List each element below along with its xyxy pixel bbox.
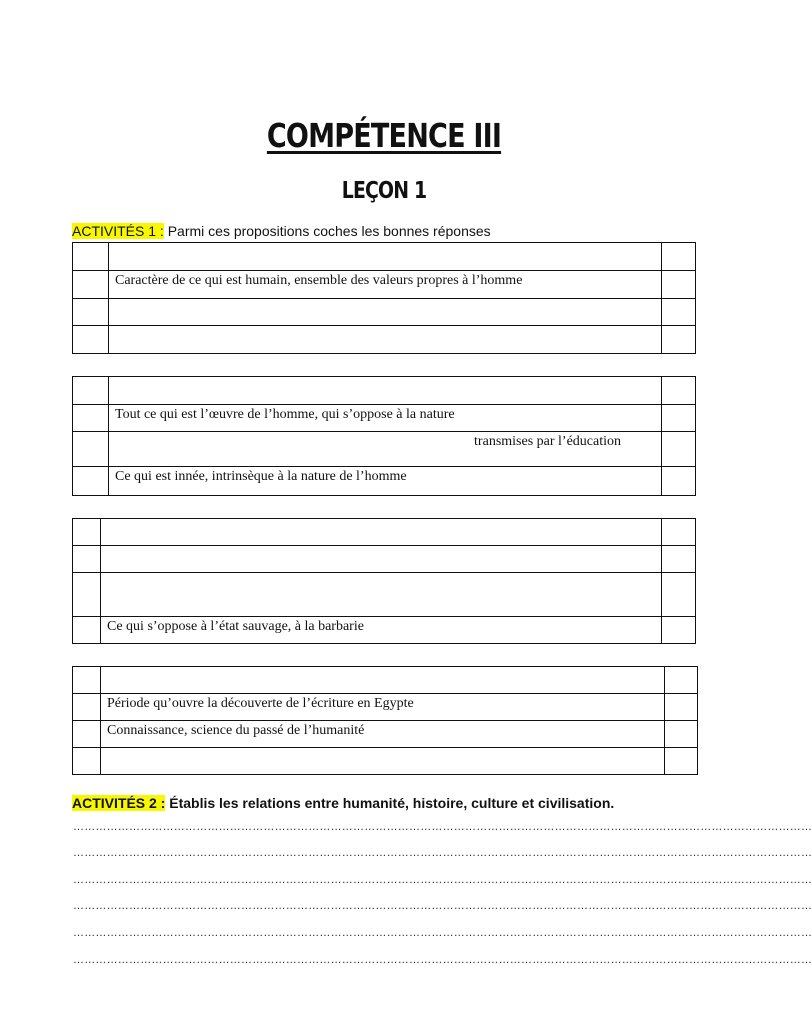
option-box[interactable] — [73, 377, 109, 405]
option-text: Ce qui est innée, intrinsèque à la nature de l’homme — [109, 467, 662, 496]
question-table-4 — [72, 666, 698, 775]
answer-checkbox[interactable] — [662, 271, 696, 299]
question-table-3 — [72, 518, 696, 644]
option-box[interactable] — [73, 271, 109, 299]
option-box[interactable] — [73, 721, 101, 748]
option-text: transmises par l’éducation — [109, 432, 662, 467]
answer-checkbox[interactable] — [662, 546, 696, 573]
option-box[interactable] — [73, 326, 109, 354]
activity-2-heading — [72, 794, 614, 812]
question-table-1 — [72, 242, 696, 354]
option-text — [109, 243, 662, 271]
answer-checkbox[interactable] — [662, 405, 696, 432]
option-text — [101, 519, 662, 546]
answer-checkbox[interactable] — [665, 721, 698, 748]
activity-2-label: ACTIVITÉS 2 : — [72, 795, 166, 811]
answer-checkbox[interactable] — [665, 667, 698, 694]
option-text — [101, 748, 665, 775]
option-box[interactable] — [73, 617, 101, 644]
option-text: Connaissance, science du passé de l’humanité — [101, 721, 665, 748]
option-text — [101, 546, 662, 573]
option-box[interactable] — [73, 748, 101, 775]
question-table-2 — [72, 376, 696, 496]
option-text: Tout ce qui est l’œuvre de l’homme, qui s’oppose à la nature — [109, 405, 662, 432]
answer-checkbox[interactable] — [662, 519, 696, 546]
option-text: Caractère de ce qui est humain, ensemble des valeurs propres à l’homme — [109, 271, 662, 299]
answer-line[interactable]: ……………………………………………………………………………………………………………………………………………………………………………… — [73, 847, 812, 859]
option-text — [101, 573, 662, 617]
option-box[interactable] — [73, 467, 109, 496]
answer-line[interactable]: ……………………………………………………………………………………………………………………………………………………………………………… — [73, 954, 812, 966]
answer-checkbox[interactable] — [662, 467, 696, 496]
answer-line[interactable]: ……………………………………………………………………………………………………………………………………………………………………………… — [73, 927, 812, 939]
answer-checkbox[interactable] — [662, 432, 696, 467]
option-box[interactable] — [73, 243, 109, 271]
answer-line[interactable]: ……………………………………………………………………………………………………………………………………………………………………………… — [73, 821, 812, 833]
option-box[interactable] — [73, 667, 101, 694]
answer-line[interactable]: ……………………………………………………………………………………………………………………………………………………………………………… — [73, 874, 812, 886]
option-box[interactable] — [73, 519, 101, 546]
lesson-title: LEÇON 1 — [341, 178, 427, 204]
option-box[interactable] — [73, 573, 101, 617]
option-box[interactable] — [73, 432, 109, 467]
answer-line[interactable]: ……………………………………………………………………………………………………………………………………………………………………………… — [73, 900, 812, 912]
option-text: Période qu’ouvre la découverte de l’écriture en Egypte — [101, 694, 665, 721]
option-text — [101, 667, 665, 694]
page-title: COMPÉTENCE III — [266, 116, 502, 155]
option-box[interactable] — [73, 546, 101, 573]
answer-checkbox[interactable] — [662, 617, 696, 644]
answer-checkbox[interactable] — [662, 243, 696, 271]
answer-checkbox[interactable] — [665, 694, 698, 721]
option-text: Ce qui s’oppose à l’état sauvage, à la barbarie — [101, 617, 662, 644]
option-box[interactable] — [73, 299, 109, 326]
activity-1-instruction: Parmi ces propositions coches les bonnes réponses — [167, 223, 491, 239]
answer-checkbox[interactable] — [665, 748, 698, 775]
answer-checkbox[interactable] — [662, 326, 696, 354]
option-box[interactable] — [73, 694, 101, 721]
activity-1-label: ACTIVITÉS 1 : — [72, 223, 164, 239]
activity-1-heading — [72, 222, 491, 240]
option-text — [109, 326, 662, 354]
option-text — [109, 377, 662, 405]
answer-checkbox[interactable] — [662, 299, 696, 326]
answer-checkbox[interactable] — [662, 573, 696, 617]
option-box[interactable] — [73, 405, 109, 432]
activity-2-instruction: Établis les relations entre humanité, histoire, culture et civilisation. — [169, 795, 615, 811]
option-text — [109, 299, 662, 326]
answer-checkbox[interactable] — [662, 377, 696, 405]
